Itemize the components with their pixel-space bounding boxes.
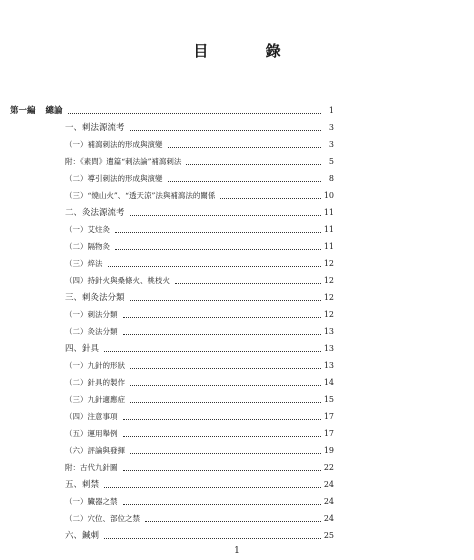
toc-entry [65, 427, 334, 439]
entry-text: （二）穴位、部位之禁 [65, 513, 140, 523]
toc-entry [65, 342, 334, 354]
entry-page: 12 [323, 258, 334, 268]
entry-page: 8 [328, 173, 334, 183]
entry-page: 11 [323, 207, 334, 217]
toc-entry [65, 444, 334, 456]
entry-page: 13 [323, 360, 334, 370]
toc-entry [65, 461, 334, 473]
toc-entry [65, 308, 334, 320]
toc-entry [65, 325, 334, 337]
toc-entry [65, 206, 334, 218]
entry-text: （三）九針適應症 [65, 394, 125, 404]
entry-page: 10 [323, 190, 334, 200]
entry-text: 五、刺禁 [65, 480, 100, 490]
toc-entry [65, 495, 334, 507]
page-number: 1 [234, 546, 240, 556]
entry-text: （四）持針火與桑條火、桃枝火 [65, 275, 170, 285]
entry-page: 5 [328, 156, 334, 166]
entry-text: （一）艾炷灸 [65, 224, 110, 234]
entry-text: （三）焠法 [65, 258, 103, 268]
entry-page: 22 [323, 462, 334, 472]
entry-page: 3 [328, 122, 334, 132]
toc-entry-part [10, 104, 334, 116]
entry-page: 25 [323, 530, 334, 540]
entry-text: （五）運用舉例 [65, 428, 118, 438]
entry-text: 三、刺灸法分類 [65, 293, 125, 303]
toc-entry [65, 478, 334, 490]
entry-text: 一、刺法源流考 [65, 123, 125, 133]
toc-entry [65, 359, 334, 371]
entry-text: （二）導引刺法的形成與演變 [65, 173, 163, 183]
toc-entry [65, 274, 334, 286]
entry-page: 17 [323, 428, 334, 438]
entry-page: 13 [323, 326, 334, 336]
toc-entry [65, 155, 334, 167]
entry-text: （六）評論與發揮 [65, 445, 125, 455]
toc-entry [65, 257, 334, 269]
entry-text: （一）補瀉刺法的形成與演變 [65, 139, 163, 149]
toc-entry [65, 376, 334, 388]
entry-page: 3 [328, 139, 334, 149]
toc-entry [65, 138, 334, 150]
entry-text: （二）隔物灸 [65, 241, 110, 251]
entry-text: （三）“燒山火”、“透天涼”法與補瀉法的關係 [65, 190, 216, 200]
entry-page: 24 [323, 513, 334, 523]
entry-text: （四）注意事項 [65, 411, 118, 421]
entry-page: 1 [328, 105, 334, 115]
entry-page: 11 [323, 224, 334, 234]
entry-page: 14 [323, 377, 334, 387]
toc-entry [65, 121, 334, 133]
toc-entry [65, 189, 334, 201]
leader-dots [68, 112, 321, 114]
toc-entry [65, 410, 334, 422]
entry-page: 17 [323, 411, 334, 421]
part-label: 第一編 [10, 106, 36, 116]
entry-page: 12 [323, 275, 334, 285]
entry-text: 六、鍼刺 [65, 531, 100, 541]
entry-page: 24 [323, 479, 334, 489]
entry-page: 12 [323, 309, 334, 319]
entry-text: 總論 [45, 106, 63, 116]
toc-entry [65, 240, 334, 252]
toc-entry [65, 529, 334, 541]
entry-text: （二）針具的製作 [65, 377, 125, 387]
entry-page: 11 [323, 241, 334, 251]
entry-text: 二、灸法源流考 [65, 208, 125, 218]
entry-page: 12 [323, 292, 334, 302]
toc-entry [65, 291, 334, 303]
entry-text: （一）臟器之禁 [65, 496, 118, 506]
entry-page: 15 [323, 394, 334, 404]
entry-text: （一）刺法分類 [65, 309, 118, 319]
toc-entry [65, 223, 334, 235]
toc-entry [65, 393, 334, 405]
entry-page: 24 [323, 496, 334, 506]
entry-page: 19 [323, 445, 334, 455]
toc-entry [65, 512, 334, 524]
entry-text: 四、針具 [65, 344, 100, 354]
toc-entry [65, 172, 334, 184]
entry-text: （一）九針的形狀 [65, 360, 125, 370]
entry-text: （二）灸法分類 [65, 326, 118, 336]
entry-page: 13 [323, 343, 334, 353]
toc-title: 目 錄 [193, 42, 307, 60]
entry-text: 附：古代九針圖 [65, 462, 118, 472]
entry-text: 附：《素問》遺篇“刺法論”補瀉刺法 [65, 156, 182, 166]
